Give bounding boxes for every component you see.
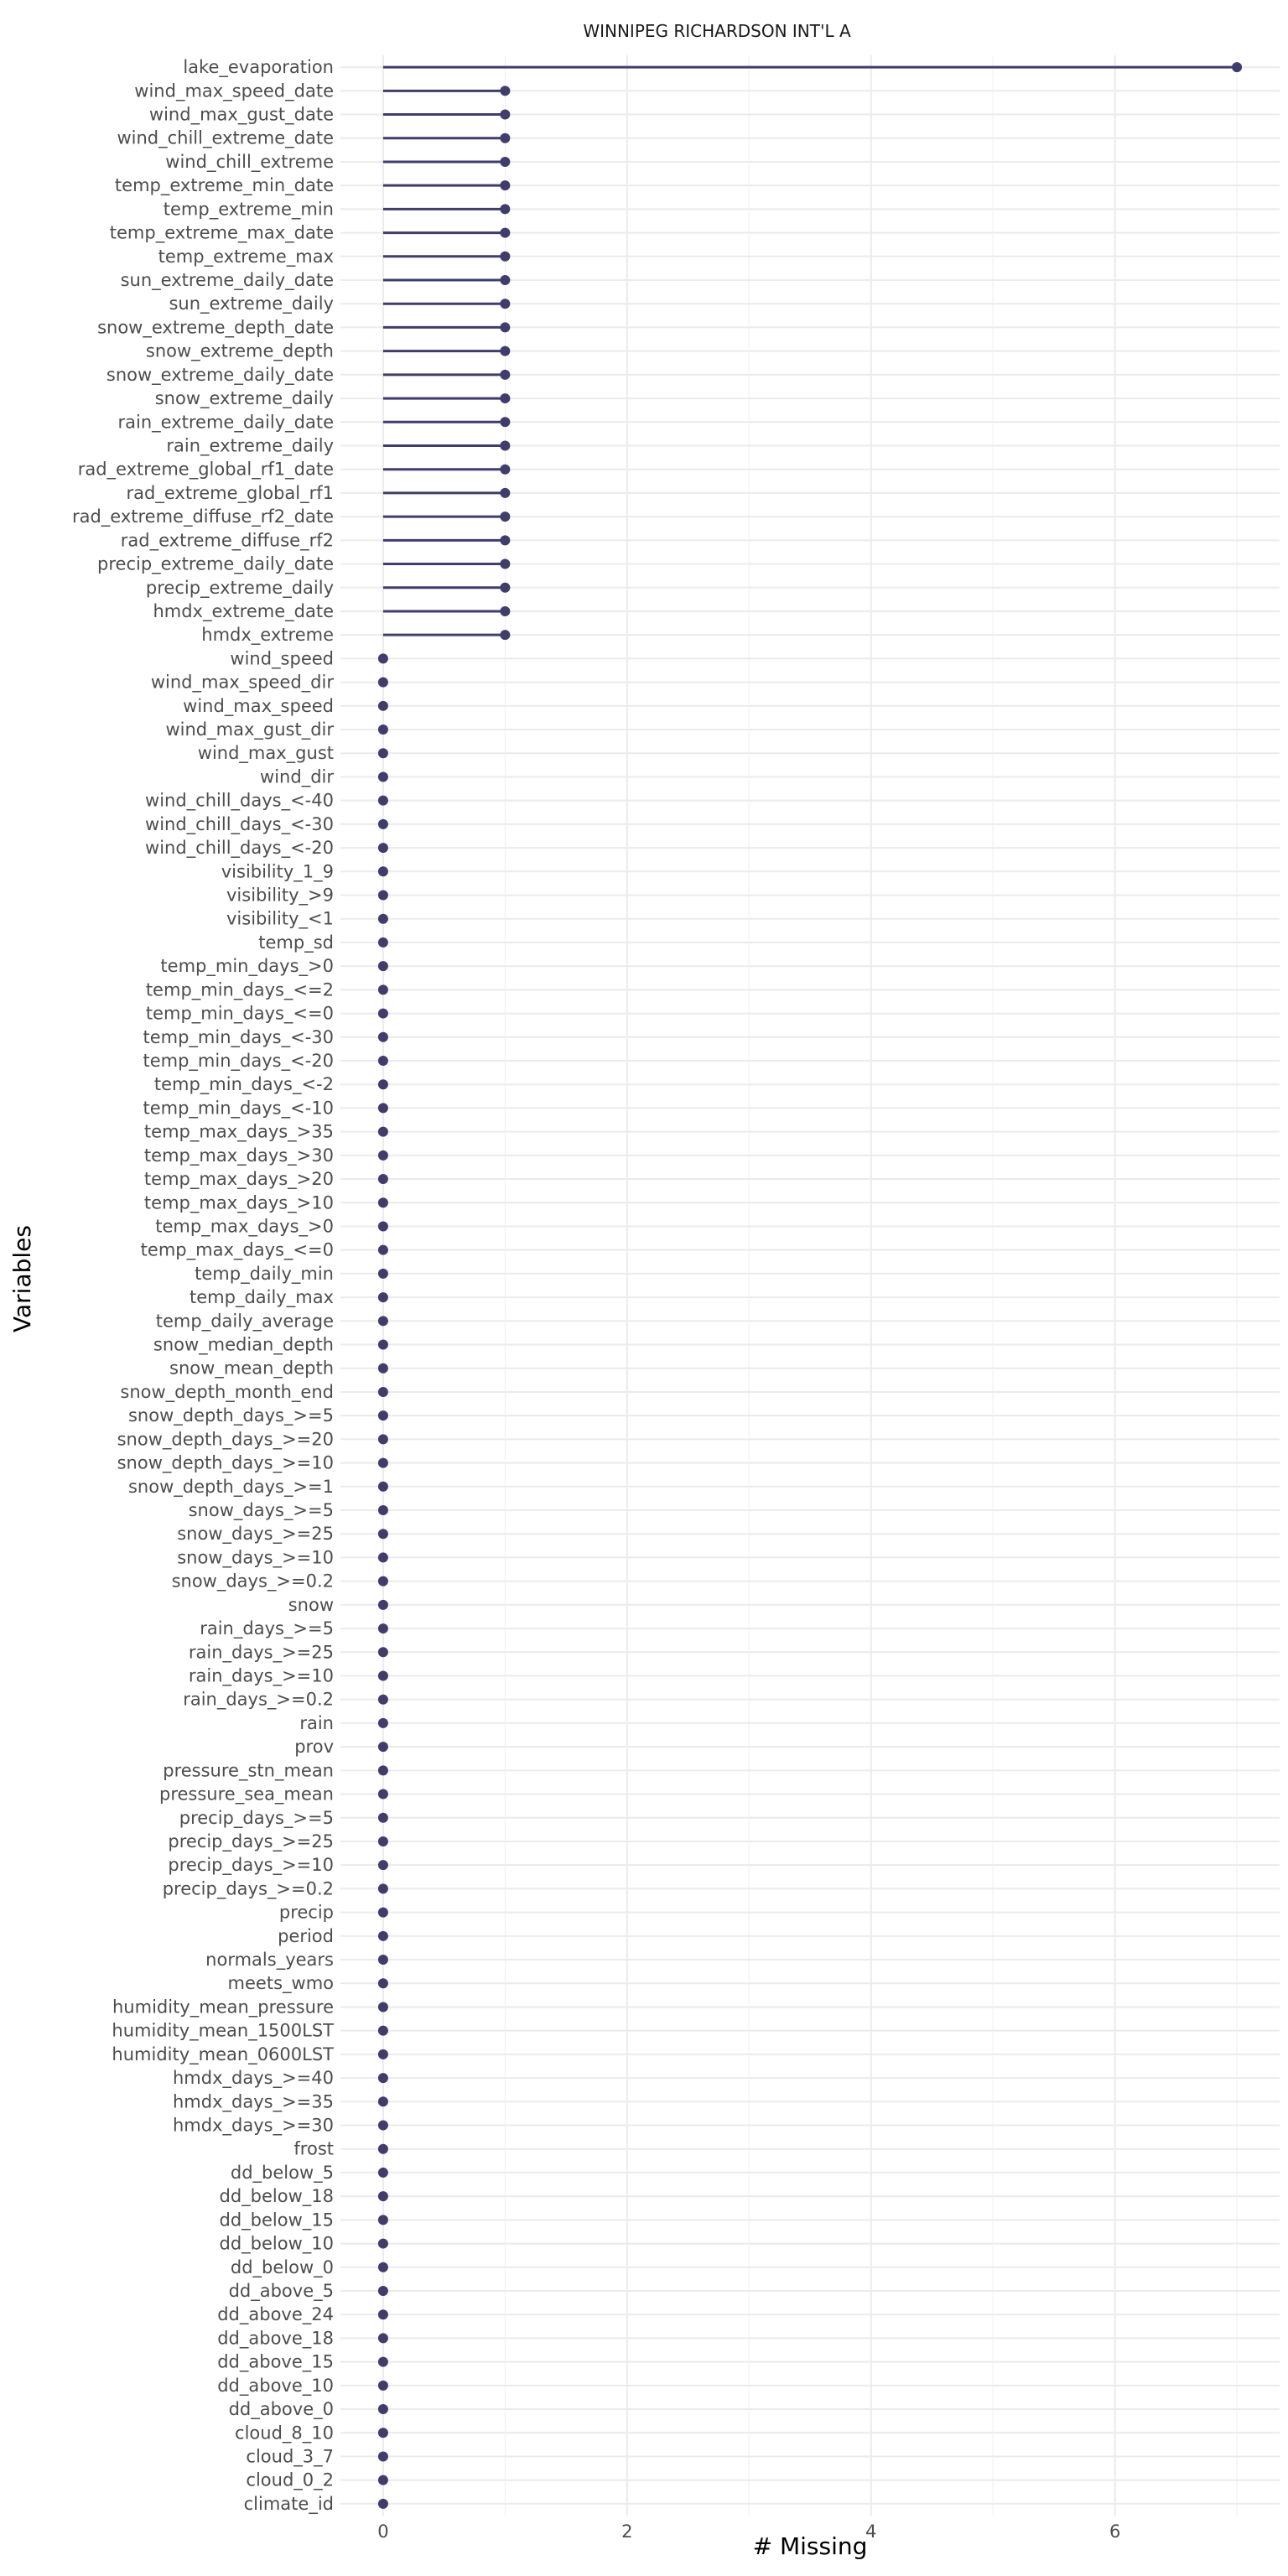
y-tick-label: temp_min_days_<-2 (153, 1074, 334, 1095)
lollipop-point (378, 2049, 388, 2059)
lollipop-point (378, 2357, 388, 2367)
y-tick-label: hmdx_days_>=40 (172, 2068, 334, 2089)
lollipop-point (378, 724, 388, 735)
y-tick-label: snow_depth_days_>=20 (117, 1429, 334, 1450)
y-tick-label: dd_above_24 (217, 2304, 334, 2325)
y-tick-label: snow_depth_days_>=1 (127, 1476, 334, 1497)
lollipop-point (378, 2381, 388, 2391)
y-tick-label: dd_below_10 (219, 2233, 334, 2254)
lollipop-point (500, 180, 510, 190)
y-tick-label: pressure_stn_mean (163, 1760, 334, 1781)
y-tick-label: rain_days_>=10 (188, 1665, 334, 1686)
lollipop-point (378, 1269, 388, 1279)
y-tick-label: snow_days_>=10 (177, 1547, 334, 1568)
lollipop-point (378, 1505, 388, 1515)
x-axis-title: # Missing (752, 2532, 868, 2560)
y-tick-label: hmdx_days_>=30 (172, 2115, 334, 2136)
lollipop-point (500, 417, 510, 427)
lollipop-point (500, 370, 510, 380)
y-tick-label: dd_below_0 (230, 2257, 334, 2277)
y-tick-label: sun_extreme_daily_date (120, 270, 334, 291)
lollipop-point (378, 1600, 388, 1610)
lollipop-point (378, 2286, 388, 2296)
lollipop-point (500, 583, 510, 593)
y-tick-label: temp_extreme_max_date (109, 222, 334, 243)
y-tick-label: wind_max_speed (183, 695, 334, 716)
y-tick-label: temp_daily_average (155, 1311, 334, 1332)
lollipop-point (378, 1363, 388, 1374)
lollipop-point (500, 157, 510, 167)
y-tick-label: cloud_0_2 (246, 2470, 334, 2490)
lollipop-point (378, 1127, 388, 1137)
y-axis-title: Variables (8, 1225, 36, 1332)
y-tick-label: rain_days_>=25 (188, 1642, 334, 1663)
lollipop-point (378, 843, 388, 853)
y-tick-label: temp_extreme_max (158, 246, 334, 267)
y-tick-label: temp_max_days_>0 (155, 1216, 334, 1237)
y-tick-label: rad_extreme_global_rf1 (126, 482, 334, 503)
y-tick-label: normals_years (205, 1950, 334, 1971)
y-tick-label: temp_max_days_>30 (143, 1145, 334, 1166)
y-tick-label: snow_extreme_depth (145, 340, 334, 361)
lollipop-point (378, 1316, 388, 1326)
y-tick-label: snow_depth_days_>=5 (127, 1405, 334, 1426)
lollipop-point (500, 630, 510, 640)
y-tick-label: visibility_<1 (226, 908, 334, 929)
lollipop-point (378, 1434, 388, 1444)
y-tick-label: dd_above_10 (217, 2375, 334, 2396)
y-tick-label: temp_max_days_>10 (143, 1192, 334, 1213)
lollipop-point (378, 748, 388, 758)
lollipop-point (378, 914, 388, 924)
y-tick-label: sun_extreme_daily (169, 293, 334, 314)
lollipop-point (378, 1056, 388, 1066)
y-tick-label: dd_below_5 (230, 2162, 334, 2183)
lollipop-point (378, 2428, 388, 2438)
lollipop-point (500, 535, 510, 545)
lollipop-point (378, 1458, 388, 1468)
lollipop-point (500, 299, 510, 309)
y-tick-label: temp_min_days_<=2 (145, 979, 334, 1000)
y-tick-label: dd_above_0 (228, 2399, 334, 2420)
y-tick-label: dd_above_15 (217, 2351, 334, 2372)
lollipop-point (500, 488, 510, 498)
lollipop-point (378, 1529, 388, 1539)
y-tick-label: wind_dir (260, 766, 334, 787)
lollipop-point (378, 1718, 388, 1728)
lollipop-point (378, 2262, 388, 2272)
lollipop-point (378, 771, 388, 782)
lollipop-point (378, 1931, 388, 1941)
lollipop-point (378, 1482, 388, 1492)
lollipop-point (378, 1150, 388, 1161)
y-tick-label: pressure_sea_mean (159, 1784, 334, 1805)
y-tick-label: wind_max_speed_dir (150, 672, 334, 693)
y-tick-label: period (278, 1925, 334, 1946)
y-tick-label: rad_extreme_diffuse_rf2_date (71, 506, 334, 527)
lollipop-point (378, 984, 388, 995)
lollipop-point (500, 512, 510, 522)
lollipop-point (378, 937, 388, 948)
y-tick-label: wind_chill_extreme_date (117, 127, 334, 148)
y-tick-label: temp_max_days_<=0 (140, 1239, 334, 1260)
x-tick-label: 4 (865, 2521, 877, 2542)
y-tick-label: humidity_mean_0600LST (112, 2044, 334, 2064)
lollipop-point (378, 1009, 388, 1019)
lollipop-point (378, 1221, 388, 1231)
lollipop-point (500, 440, 510, 450)
x-tick-label: 0 (377, 2521, 389, 2542)
y-tick-label: frost (293, 2138, 334, 2159)
lollipop-point (500, 110, 510, 120)
y-tick-label: dd_below_18 (219, 2186, 334, 2207)
lollipop-point (378, 701, 388, 711)
lollipop-point (378, 2309, 388, 2319)
y-tick-label: precip_days_>=10 (168, 1855, 334, 1876)
y-tick-label: snow_extreme_depth_date (97, 317, 334, 338)
y-tick-label: wind_chill_days_<-40 (145, 790, 334, 811)
lollipop-point (500, 86, 510, 96)
y-tick-label: cloud_8_10 (235, 2423, 334, 2444)
y-tick-label: temp_min_days_<-20 (143, 1050, 334, 1071)
lollipop-point (378, 1670, 388, 1680)
y-tick-label: wind_speed (230, 648, 334, 669)
lollipop-point (500, 133, 510, 143)
y-tick-label: hmdx_extreme (201, 625, 334, 646)
lollipop-point (500, 228, 510, 238)
y-tick-label: precip (278, 1902, 334, 1923)
y-tick-label: snow (288, 1594, 334, 1615)
lollipop-point (378, 2144, 388, 2154)
y-tick-label: dd_below_15 (219, 2210, 334, 2231)
lollipop-point (378, 653, 388, 663)
y-tick-label: rain_days_>=5 (200, 1618, 334, 1639)
y-tick-label: rad_extreme_diffuse_rf2 (120, 530, 334, 551)
lollipop-point (378, 866, 388, 876)
y-tick-label: humidity_mean_pressure (112, 1997, 334, 2018)
y-tick-label: lake_evaporation (183, 57, 334, 78)
y-tick-label: wind_chill_days_<-20 (145, 838, 334, 859)
lollipop-point (378, 2168, 388, 2178)
y-tick-label: precip_days_>=5 (179, 1807, 334, 1828)
y-tick-label: temp_min_days_<-30 (143, 1026, 334, 1047)
y-tick-label: rain (299, 1712, 334, 1733)
lollipop-point (378, 2096, 388, 2106)
y-tick-label: precip_days_>=0.2 (162, 1878, 334, 1899)
y-tick-label: dd_above_5 (228, 2280, 334, 2301)
lollipop-point (378, 819, 388, 829)
lollipop-point (378, 1978, 388, 1988)
y-tick-label: temp_min_days_<-10 (143, 1098, 334, 1119)
lollipop-point (378, 1789, 388, 1800)
y-tick-label: rain_extreme_daily (166, 435, 334, 456)
lollipop-points (378, 62, 1242, 2509)
lollipop-point (378, 1245, 388, 1255)
lollipop-point (378, 2121, 388, 2131)
lollipop-point (378, 1032, 388, 1042)
lollipop-point (378, 1695, 388, 1705)
y-tick-label: humidity_mean_1500LST (112, 2020, 334, 2041)
lollipop-point (378, 1765, 388, 1775)
lollipop-point (378, 2475, 388, 2485)
lollipop-point (378, 2239, 388, 2249)
y-tick-label: snow_depth_days_>=10 (117, 1452, 334, 1473)
lollipop-point (378, 1197, 388, 1208)
lollipop-point (500, 322, 510, 332)
y-tick-label: temp_daily_max (190, 1287, 334, 1308)
y-tick-label: prov (294, 1737, 334, 1758)
y-tick-label: temp_extreme_min_date (114, 175, 334, 196)
lollipop-point (378, 1079, 388, 1089)
y-tick-label: temp_min_days_>0 (160, 956, 334, 977)
y-tick-label: rad_extreme_global_rf1_date (77, 459, 334, 480)
y-tick-label: snow_median_depth (153, 1334, 334, 1355)
lollipop-point (378, 1836, 388, 1846)
lollipop-point (378, 2333, 388, 2343)
y-tick-label: wind_chill_days_<-30 (145, 813, 334, 834)
lollipop-point (378, 2026, 388, 2036)
y-tick-label: precip_extreme_daily_date (97, 553, 334, 574)
y-tick-label: wind_max_gust_date (148, 104, 334, 125)
y-tick-label: snow_extreme_daily (154, 388, 334, 409)
lollipop-point (500, 465, 510, 475)
lollipop-point (378, 2499, 388, 2509)
y-tick-label: temp_sd (258, 932, 334, 953)
y-tick-label: precip_extreme_daily (145, 577, 334, 598)
lollipop-point (378, 2451, 388, 2461)
lollipop-point (378, 1883, 388, 1893)
lollipop-point (500, 275, 510, 285)
lollipop-point (378, 1908, 388, 1918)
lollipop-point (378, 1174, 388, 1184)
y-tick-label: snow_extreme_daily_date (106, 364, 334, 385)
y-tick-label: cloud_3_7 (246, 2446, 334, 2467)
y-tick-label: snow_days_>=25 (177, 1524, 334, 1545)
y-tick-label: wind_max_gust (197, 743, 334, 764)
lollipop-point (1232, 62, 1242, 72)
y-tick-label: snow_mean_depth (169, 1358, 334, 1379)
lollipop-point (378, 1387, 388, 1397)
y-tick-label: temp_extreme_min (163, 199, 334, 220)
lollipop-point (378, 1623, 388, 1633)
lollipop-point (378, 1860, 388, 1870)
x-tick-label: 6 (1109, 2521, 1121, 2542)
lollipop-point (378, 2215, 388, 2225)
y-tick-label: hmdx_extreme_date (153, 600, 334, 621)
y-tick-label: snow_depth_month_end (120, 1381, 334, 1402)
y-tick-label: precip_days_>=25 (168, 1831, 334, 1852)
y-tick-label: wind_max_gust_dir (165, 719, 334, 740)
y-tick-label: temp_max_days_>35 (143, 1121, 334, 1142)
lollipop-point (378, 1340, 388, 1350)
y-tick-label: hmdx_days_>=35 (172, 2091, 334, 2112)
lollipop-point (500, 204, 510, 214)
y-tick-label: visibility_>9 (226, 885, 334, 906)
lollipop-point (378, 2191, 388, 2201)
y-tick-label: snow_days_>=0.2 (171, 1571, 334, 1592)
lollipop-point (500, 252, 510, 262)
y-tick-label: temp_max_days_>20 (143, 1169, 334, 1190)
grid-layer (340, 55, 1280, 2516)
y-tick-label: temp_daily_min (195, 1263, 334, 1284)
lollipop-point (378, 2404, 388, 2414)
lollipop-point (378, 2002, 388, 2012)
lollipop-point (378, 796, 388, 806)
lollipop-point (378, 1552, 388, 1562)
lollipop-point (500, 606, 510, 616)
lollipop-point (378, 1955, 388, 1965)
lollipop-point (378, 891, 388, 901)
lollipop-point (500, 393, 510, 403)
lollipop-point (378, 1292, 388, 1302)
lollipop-point (378, 1576, 388, 1587)
lollipop-point (500, 346, 510, 356)
lollipop-point (378, 1103, 388, 1113)
lollipop-point (378, 678, 388, 688)
y-axis-tick-labels (72, 57, 334, 2515)
y-tick-label: climate_id (243, 2493, 334, 2514)
lollipop-point (378, 1742, 388, 1752)
y-tick-label: wind_max_speed_date (134, 80, 334, 101)
y-tick-label: meets_wmo (227, 1973, 334, 1994)
lollipop-point (378, 1647, 388, 1657)
lollipop-point (500, 559, 510, 569)
x-axis-tick-labels (377, 2521, 1120, 2542)
lollipop-point (378, 2073, 388, 2083)
y-tick-label: rain_days_>=0.2 (183, 1689, 334, 1710)
lollipop-point (378, 1813, 388, 1823)
chart-title: WINNIPEG RICHARDSON INT'L A (583, 21, 851, 41)
y-tick-label: wind_chill_extreme (165, 151, 334, 172)
lollipop-point (378, 1410, 388, 1420)
lollipop-point (378, 961, 388, 971)
y-tick-label: snow_days_>=5 (188, 1500, 334, 1521)
x-tick-label: 2 (621, 2521, 633, 2542)
y-tick-label: visibility_1_9 (221, 861, 334, 882)
y-tick-label: temp_min_days_<=0 (145, 1003, 334, 1024)
y-tick-label: dd_above_18 (217, 2328, 334, 2349)
y-tick-label: rain_extreme_daily_date (117, 412, 334, 433)
